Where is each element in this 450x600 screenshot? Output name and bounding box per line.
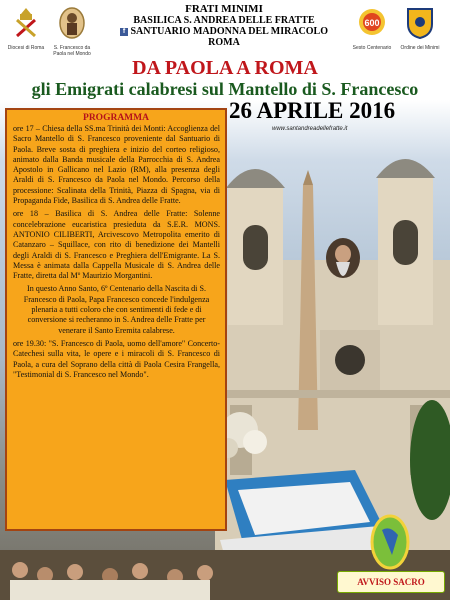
website-link[interactable]: www.santandreadellefratte.it [272, 126, 348, 132]
logo-caption: Sesto Centenario [352, 45, 392, 51]
indulgence-notice: In questo Anno Santo, 6º Centenario della Nascita di S. Francesco di Paola, Papa Francesco concede l'indulgenza plenaria a tutti coloro che con sentimenti di fede e di conversione si recheranno in S. Andrea delle Fratte per venerare il Santo Eremita calabrese. [23, 284, 210, 335]
header [0, 0, 450, 60]
minimi-logo [398, 6, 442, 51]
subtitle: gli Emigrati calabresi sul Mantello di S. Francesco [31, 79, 419, 99]
org-line-3: SANTUARIO MADONNA DEL MIRACOLO [130, 26, 328, 37]
logo-caption: S. Francesco da Paola nel Mondo [53, 45, 91, 57]
program-heading: PROGRAMMA [83, 113, 149, 123]
svg-text:600: 600 [364, 18, 380, 28]
org-line-3-wrap [95, 27, 353, 37]
sun-emblem-icon [356, 6, 388, 40]
saint-medallion-icon [57, 6, 87, 40]
centenary-logo [350, 6, 394, 51]
diocese-logo [4, 6, 48, 51]
logo-caption: Diocesi di Roma [7, 45, 45, 51]
program-item-3: ore 19.30: "S. Francesco di Paola, uomo dell'amore" Concerto-Catechesi sulla vita, le opere e i miracoli di S. Francesco di Paola, a cura del Soprano della città di Paola Cesira Frangella, "Testimonial di S. Francesco nel Mondo". [13, 338, 220, 379]
org-line-2: BASILICA S. ANDREA DELLE FRATTE [133, 15, 315, 26]
facebook-icon[interactable]: f [120, 28, 128, 36]
francesco-logo [50, 6, 94, 57]
program-item-1: ore 17 – Chiesa della SS.ma Trinità dei Monti: Accoglienza del Sacro Mantello di S. Francesco proveniente dal Santuario di Paola. Breve sosta di preghiera e inizio del corteo religioso, animato dalla Banda musicale della Parrocchia di S. Andrea Apostolo in Gallicano nel Lazio (RM), alla presenza degli Araldi di S. Francesco da Paola nel Mondo. Percorso della processione: Scalinata della Trinità, Piazza di Spagna, via di Propaganda Fide, Basilica di S. Andrea delle Fratte. [13, 124, 220, 206]
papal-keys-icon [11, 6, 41, 40]
event-date: 26 APRILE 2016 [229, 98, 396, 123]
program-item-2: ore 18 – Basilica di S. Andrea delle Fratte: Solenne concelebrazione eucaristica presieduta da S.E.R. MONS. ANTONIO CILIBERTI, Arcivescovo Metropolita emerito di Catanzaro – Squillace, con rito di benedizione dei Mantelli degli Araldi di S. Francesco e Preghiera dell'Emigrante. La S. Messa è animata dalla Cappella Musicale di S. Andrea delle Fratte, diretta dal Mº Maurizio Morgantini. [13, 209, 220, 281]
program-box [5, 108, 227, 531]
org-line-4: ROMA [208, 37, 240, 48]
main-title: DA PAOLA A ROMA [132, 57, 318, 79]
shield-crest-icon [405, 6, 435, 40]
logo-caption: Ordine dei Minimi [400, 45, 440, 51]
org-line-1: FRATI MINIMI [185, 3, 263, 15]
avviso-sacro-badge: AVVISO SACRO [337, 571, 445, 593]
